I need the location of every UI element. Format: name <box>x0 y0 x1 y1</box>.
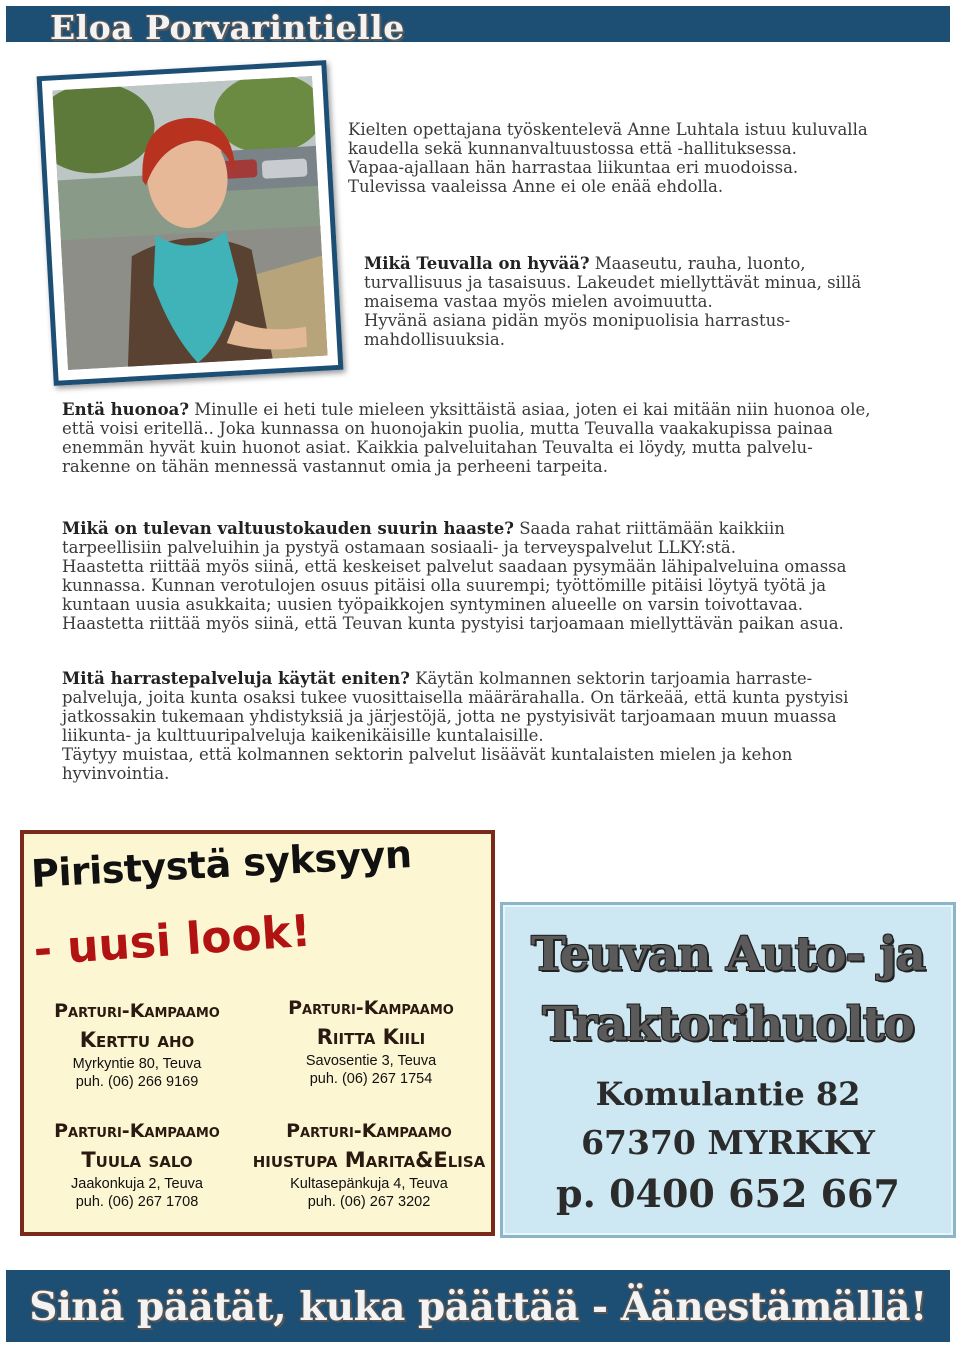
salon-ad-headline: Piristystä syksyyn <box>30 832 413 896</box>
answer-line: palveluja, joita kunta osaksi tukee vuosittaisella määrärahalla. On tärkeää, että kunta pystyisi <box>62 688 849 707</box>
shop-name: Tuula salo <box>81 1148 193 1172</box>
shop-type: Parturi-Kampaamo <box>286 1120 452 1142</box>
answer-line: että voisi eritellä.. Joka kunnassa on huonojakin puolia, mutta Teuvalla vaakakupissa painaa <box>62 419 833 438</box>
answer-line: rakenne on tähän mennessä vastannut omia ja perheeni tarpeita. <box>62 457 608 476</box>
question-challenge <box>62 519 942 633</box>
auto-ad-postal: 67370 MYRKKY <box>581 1123 875 1162</box>
answer-text: Minulle ei heti tule mieleen yksittäistä asiaa, joten ei kai mitään niin huonoa ole, <box>189 400 871 419</box>
answer-line: mahdollisuuksia. <box>364 330 505 349</box>
question-bad <box>62 400 942 476</box>
answer-line: enemmän hyvät kuin huonot asiat. Kaikkia palveluitahan Teuvalta ei löydy, mutta palvelu- <box>62 438 813 457</box>
page-title: Eloa Porvarintielle <box>50 8 405 47</box>
answer-text: Maaseutu, rauha, luonto, <box>589 254 806 273</box>
auto-ad-phone: p. 0400 652 667 <box>556 1171 900 1216</box>
answer-line: Haastetta riittää myös siinä, että Teuvan kunta pystyisi tarjoamaan miellyttävän paikan asua. <box>62 614 844 633</box>
question-heading: Mitä harrastepalveluja käytät eniten? <box>62 669 410 688</box>
shop-phone: puh. (06) 266 9169 <box>75 1074 199 1090</box>
shop-name: hiustupa Marita&Elisa <box>252 1148 486 1172</box>
shop-type: Parturi-Kampaamo <box>54 1000 220 1022</box>
footer-banner <box>6 1270 950 1342</box>
footer-slogan: Sinä päätät, kuka päättää - Äänestämällä! <box>29 1284 927 1330</box>
auto-ad-title: Traktorihuolto <box>542 997 914 1052</box>
shop-phone: puh. (06) 267 3202 <box>307 1194 431 1210</box>
answer-line: kunnassa. Kunnan verotulojen osuus pitäisi olla suurempi; työttömille pitäisi löytyä työtä ja <box>62 576 827 595</box>
answer-line: liikunta- ja kulttuuripalveluja kaikenikäisille kuntalaisille. <box>62 726 544 745</box>
shop-address: Kultasepänkuja 4, Teuva <box>290 1176 448 1192</box>
answer-line: Täytyy muistaa, että kolmannen sektorin palvelut lisäävät kuntalaisten mielen ja kehon <box>62 745 793 764</box>
shop-name: Riitta Kiili <box>316 1025 426 1049</box>
intro-line: Tulevissa vaaleissa Anne ei ole enää ehdolla. <box>348 177 724 196</box>
auto-ad-title: Teuvan Auto- ja <box>531 927 925 982</box>
shop-address: Jaakonkuja 2, Teuva <box>71 1176 203 1192</box>
shop-phone: puh. (06) 267 1708 <box>75 1194 199 1210</box>
question-heading: Entä huonoa? <box>62 400 189 419</box>
shop-address: Myrkyntie 80, Teuva <box>72 1056 202 1072</box>
portrait-photo-icon <box>52 76 327 370</box>
salon-shop <box>26 1120 248 1210</box>
answer-line: hyvinvointia. <box>62 764 170 783</box>
question-hobbies <box>62 669 942 783</box>
candidate-photo <box>37 60 344 386</box>
intro-line: Kielten opettajana työskentelevä Anne Luhtala istuu kuluvalla <box>348 120 868 139</box>
shop-type: Parturi-Kampaamo <box>288 997 454 1019</box>
salon-shop <box>26 1000 248 1090</box>
answer-line: jatkossakin tukemaan yhdistyksiä ja järjestöjä, jotta ne pystyisivät tarjoamaan muun muassa <box>62 707 837 726</box>
intro-paragraph <box>348 120 948 196</box>
question-good <box>364 254 954 349</box>
shop-type: Parturi-Kampaamo <box>54 1120 220 1142</box>
salon-shop <box>256 997 486 1087</box>
answer-text: Saada rahat riittämään kaikkiin <box>513 519 785 538</box>
answer-line: turvallisuus ja tasaisuus. Lakeudet miellyttävät minua, sillä <box>364 273 862 292</box>
answer-line: maisema vastaa myös mielen avoimuutta. <box>364 292 713 311</box>
answer-text: Käytän kolmannen sektorin tarjoamia harraste- <box>409 669 813 688</box>
question-heading: Mikä Teuvalla on hyvää? <box>364 254 590 273</box>
shop-name: Kerttu aho <box>79 1028 195 1052</box>
answer-line: kuntaan uusia asukkaita; uusien työpaikkojen syntyminen alueelle on varsin toivottavaa. <box>62 595 803 614</box>
question-heading: Mikä on tulevan valtuustokauden suurin haaste? <box>62 519 514 538</box>
auto-repair-advertisement <box>500 902 956 1238</box>
salon-shop <box>250 1120 488 1210</box>
answer-line: tarpeellisiin palveluihin ja pystyä ostamaan sosiaali- ja terveyspalvelut LLKY:stä. <box>62 538 737 557</box>
answer-line: Haastetta riittää myös siinä, että keskeiset palvelut saadaan pysymään lähipalveluina omassa <box>62 557 847 576</box>
auto-ad-street: Komulantie 82 <box>595 1075 861 1113</box>
answer-line: Hyvänä asiana pidän myös monipuolisia harrastus- <box>364 311 791 330</box>
shop-address: Savosentie 3, Teuva <box>305 1053 437 1069</box>
intro-line: Vapaa-ajallaan hän harrastaa liikuntaa eri muodoissa. <box>348 158 799 177</box>
salon-ad-subheadline: - uusi look! <box>32 905 313 976</box>
intro-line: kaudella sekä kunnanvaltuustossa että -hallituksessa. <box>348 139 797 158</box>
shop-phone: puh. (06) 267 1754 <box>309 1071 433 1087</box>
header-banner <box>6 6 950 47</box>
